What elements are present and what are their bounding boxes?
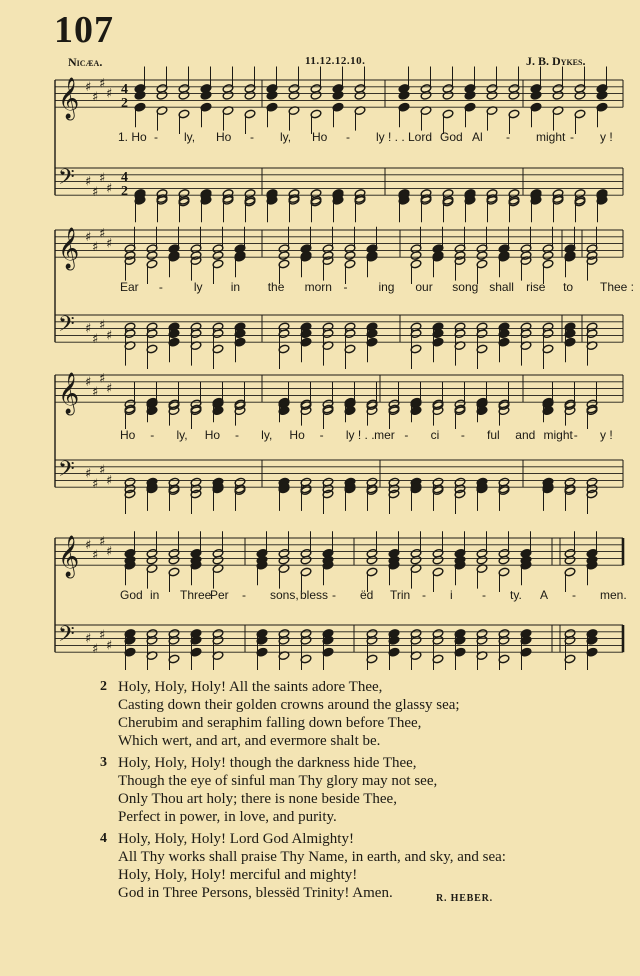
lyric-syllable: ëd: [360, 588, 374, 602]
verse-line: Holy, Holy, Holy! merciful and mighty!: [118, 867, 358, 883]
sharp-icon: ♯: [92, 90, 99, 105]
treble-clef-icon: 𝄞: [58, 536, 80, 577]
lyric-syllable: in: [230, 280, 241, 294]
lyric-syllable: Ho: [120, 428, 136, 442]
sharp-icon: ♯: [92, 240, 99, 255]
verse-line: Perfect in power, in love, and purity.: [118, 809, 337, 825]
sharp-icon: ♯: [99, 226, 106, 242]
lyric-syllable: might: [536, 130, 566, 144]
lyric-syllable: men.: [600, 588, 627, 602]
time-signature-bottom: 2: [121, 184, 128, 199]
lyric-syllable: 1. Ho: [118, 130, 147, 144]
lyric-row: [0, 280, 640, 296]
lyric-syllable: shall: [489, 280, 514, 294]
lyric-syllable: Al: [472, 130, 483, 144]
lyric-syllable: to: [563, 280, 574, 294]
verse-4: [100, 830, 620, 902]
verse-line: All Thy works shall praise Thy Name, in earth, and sky, and sea:: [118, 849, 506, 865]
lyric-syllable: -: [234, 428, 239, 442]
lyric-syllable: -: [346, 130, 350, 144]
sharp-icon: ♯: [106, 544, 113, 560]
lyric-syllable: -: [482, 588, 486, 602]
sharp-icon: ♯: [99, 628, 106, 644]
lyric-row: [0, 130, 640, 146]
lyric-syllable: Ho: [289, 428, 305, 442]
lyric-syllable: -: [154, 130, 158, 144]
lyric-syllable: -: [343, 280, 348, 294]
lyric-syllable: ly ! . .: [345, 428, 375, 442]
lyric-syllable: -: [242, 588, 246, 602]
verse-line: God in Three Persons, blessëd Trinity! Amen.: [118, 885, 393, 901]
lyric-syllable: Per: [210, 588, 229, 602]
tune-name: Nicæa.: [68, 55, 103, 69]
sharp-icon: ♯: [106, 236, 113, 252]
bass-clef-icon: 𝄢: [58, 312, 75, 342]
lyric-syllable: in: [150, 588, 160, 602]
lyric-syllable: ly,: [184, 130, 196, 144]
verse-line: Holy, Holy, Holy! though the darkness hide Thee,: [118, 755, 417, 771]
sharp-icon: ♯: [85, 174, 92, 190]
lyric-syllable: Ho: [204, 428, 221, 442]
bass-clef-icon: 𝄢: [58, 165, 75, 195]
lyric-syllable: ci: [430, 428, 440, 442]
lyric-syllable: -: [250, 130, 254, 144]
time-signature-bottom: 2: [121, 96, 128, 111]
treble-clef-icon: 𝄞: [58, 78, 80, 119]
bass-clef-icon: 𝄢: [58, 622, 75, 652]
sharp-icon: ♯: [99, 76, 106, 92]
sharp-icon: ♯: [99, 318, 106, 334]
sharp-icon: ♯: [85, 466, 92, 482]
lyric-syllable: -: [573, 428, 578, 442]
lyric-syllable: -: [158, 280, 163, 294]
lyric-syllable: Ear: [120, 280, 139, 294]
sharp-icon: ♯: [106, 638, 113, 654]
lyric-syllable: Trin: [390, 588, 411, 602]
lyric-syllable: morn: [304, 280, 332, 294]
lyric-syllable: sons,: [270, 588, 299, 602]
lyric-syllable: -: [319, 428, 324, 442]
lyric-syllable: our: [415, 280, 433, 294]
sharp-icon: ♯: [106, 86, 113, 102]
lyric-syllable: -: [460, 428, 465, 442]
bass-clef-icon: 𝄢: [58, 457, 75, 487]
sharp-icon: ♯: [106, 181, 113, 197]
lyric-syllable: ly,: [176, 428, 188, 442]
lyric-syllable: ing: [378, 280, 395, 294]
meter: 11.12.12.10.: [305, 55, 366, 67]
lyric-syllable: Three: [180, 588, 212, 602]
lyric-row: [0, 588, 640, 604]
lyric-syllable: -: [572, 588, 576, 602]
verse-number: 3: [100, 755, 107, 770]
sharp-icon: ♯: [99, 463, 106, 479]
lyric-syllable: Lord: [408, 130, 433, 144]
time-signature-top: 4: [121, 82, 128, 97]
treble-clef-icon: 𝄞: [58, 228, 80, 269]
lyric-syllable: i: [450, 588, 453, 602]
verse-line: Cherubim and seraphim falling down before Thee,: [118, 715, 422, 731]
lyric-syllable: ly: [193, 280, 203, 294]
verse-number: 4: [100, 831, 107, 846]
lyric-syllable: ful: [487, 428, 500, 442]
lyric-syllable: song: [452, 280, 479, 294]
time-signature-top: 4: [121, 170, 128, 185]
lyric-syllable: -: [404, 428, 409, 442]
lyric-syllable: y !: [600, 130, 613, 144]
lyric-syllable: rise: [526, 280, 546, 294]
lyric-syllable: Ho: [312, 130, 328, 144]
lyric-syllable: God: [440, 130, 463, 144]
lyric-syllable: and: [515, 428, 536, 442]
sharp-icon: ♯: [92, 641, 99, 657]
verse-line: Holy, Holy, Holy! All the saints adore Thee,: [118, 679, 383, 695]
lyric-syllable: -: [422, 588, 426, 602]
verse-number: 2: [100, 679, 107, 694]
hymn-number: 107: [54, 9, 114, 51]
sharp-icon: ♯: [92, 548, 99, 563]
verse-line: Though the eye of sinful man Thy glory may not see,: [118, 773, 438, 789]
sharp-icon: ♯: [85, 374, 92, 390]
verse-line: Which wert, and art, and evermore shalt be.: [118, 733, 381, 749]
sharp-icon: ♯: [92, 184, 99, 200]
lyric-syllable: A: [540, 588, 549, 602]
sharp-icon: ♯: [106, 473, 113, 489]
lyric-syllable: -: [570, 130, 574, 144]
lyric-syllable: -: [506, 130, 510, 144]
sharp-icon: ♯: [92, 385, 99, 400]
lyric-syllable: mer: [374, 428, 395, 442]
lyric-syllable: Thee :: [600, 280, 635, 294]
sharp-icon: ♯: [85, 537, 92, 553]
lyric-syllable: ly,: [280, 130, 292, 144]
sharp-icon: ♯: [85, 79, 92, 95]
verse-line: Holy, Holy, Holy! Lord God Almighty!: [118, 831, 354, 847]
lyric-row: [0, 428, 640, 444]
lyric-syllable: bless: [300, 588, 329, 602]
lyric-syllable: -: [150, 428, 155, 442]
lyric-syllable: God: [120, 588, 143, 602]
author: R. HEBER.: [436, 893, 493, 904]
sharp-icon: ♯: [92, 476, 99, 492]
sharp-icon: ♯: [106, 381, 113, 397]
lyric-syllable: ty.: [510, 588, 522, 602]
sharp-icon: ♯: [99, 171, 106, 187]
treble-clef-icon: 𝄞: [58, 373, 80, 414]
composer: J. B. Dykes.: [526, 54, 586, 68]
lyric-syllable: might: [543, 428, 573, 442]
lyric-syllable: ly,: [261, 428, 273, 442]
verse-line: Casting down their golden crowns around the glassy sea;: [118, 697, 460, 713]
verse-2: [100, 678, 620, 750]
sharp-icon: ♯: [85, 229, 92, 245]
sharp-icon: ♯: [99, 371, 106, 387]
lyric-syllable: -: [332, 588, 336, 602]
sharp-icon: ♯: [85, 321, 92, 337]
sharp-icon: ♯: [99, 534, 106, 550]
lyric-syllable: the: [267, 280, 285, 294]
verse-line: Only Thou art holy; there is none beside Thee,: [118, 791, 397, 807]
lyric-syllable: y !: [600, 428, 613, 442]
verse-3: [100, 754, 620, 826]
sharp-icon: ♯: [85, 631, 92, 647]
lyric-syllable: Ho: [216, 130, 232, 144]
sharp-icon: ♯: [106, 328, 113, 344]
sharp-icon: ♯: [92, 331, 99, 347]
verses: [100, 678, 620, 906]
lyric-syllable: ly ! . .: [376, 130, 405, 144]
